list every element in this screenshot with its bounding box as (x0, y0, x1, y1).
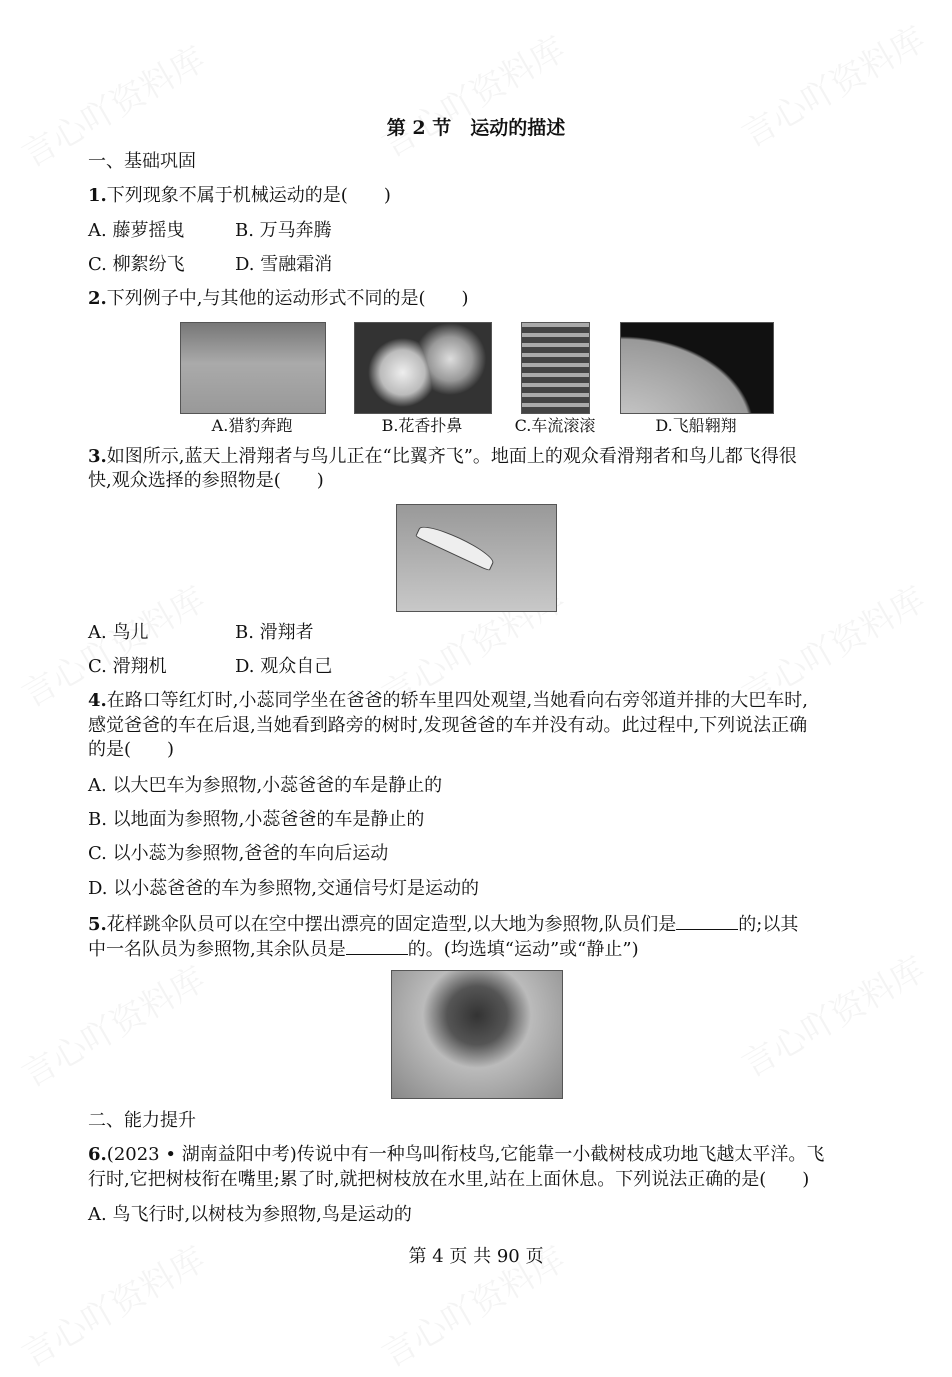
option-c: C. 以小蕊为参照物,爸爸的车向后运动 (88, 843, 389, 864)
option-c: C. 滑翔机 (88, 656, 167, 677)
watermark (731, 942, 932, 1086)
option-a: A. 鸟飞行时,以树枝为参照物,鸟是运动的 (88, 1204, 412, 1225)
option-c: C. 柳絮纷飞 (88, 254, 185, 275)
question-text: 的;以其 (738, 914, 799, 935)
option-b: B. 以地面为参照物,小蕊爸爸的车是静止的 (88, 809, 425, 830)
question-text: 如图所示,蓝天上滑翔者与鸟儿正在“比翼齐飞”。地面上的观众看滑翔者和鸟儿都飞得很 (106, 446, 797, 467)
option-a: A. 鸟儿 (88, 622, 149, 643)
question-text: 快,观众选择的参照物是( ) (88, 470, 324, 491)
question-number: 3. (88, 446, 107, 467)
traffic-image (521, 322, 590, 414)
option-d: D. 以小蕊爸爸的车为参照物,交通信号灯是运动的 (88, 878, 479, 899)
option-row (88, 621, 314, 645)
question-2 (88, 287, 469, 311)
section-heading: 一、基础巩固 (88, 151, 196, 172)
option-a: A. 藤萝摇曳 (88, 220, 185, 241)
question-number: 6. (88, 1144, 107, 1165)
question-text: 行时,它把树枝衔在嘴里;累了时,就把树枝放在水里,站在上面休息。下列说法正确的是( ) (88, 1169, 810, 1190)
question-6 (88, 1143, 824, 1167)
image-caption: B.花香扑鼻 (381, 416, 463, 435)
question-5-line2 (88, 936, 639, 962)
option-row (88, 219, 332, 243)
question-text: 感觉爸爸的车在后退,当她看到路旁的树时,发现爸爸的车并没有动。此过程中,下列说法正确 (88, 715, 808, 736)
question-3 (88, 445, 797, 469)
question-text: (2023 • 湖南益阳中考)传说中有一种鸟叫衔枝鸟,它能靠一小截树枝成功地飞越太平洋。飞 (106, 1144, 825, 1165)
roses-image (354, 322, 492, 414)
question-5 (88, 911, 798, 937)
question-text: 在路口等红灯时,小蕊同学坐在爸爸的轿车里四处观望,当她看向右旁邻道并排的大巴车时, (106, 690, 808, 711)
question-text: 的是( ) (88, 739, 175, 760)
question-number: 4. (88, 690, 107, 711)
glider-shape (415, 521, 497, 572)
option-d: D. 雪融霜消 (235, 254, 333, 275)
answer-blank[interactable] (346, 936, 408, 955)
answer-blank[interactable] (676, 911, 738, 930)
question-text: 下列现象不属于机械运动的是( ) (106, 185, 391, 206)
skydivers-image (391, 970, 563, 1099)
question-text: 中一名队员为参照物,其余队员是 (88, 939, 346, 960)
watermark (371, 22, 572, 166)
page-title: 第 2 节 运动的描述 (386, 117, 566, 139)
question-1 (88, 184, 391, 208)
page-footer: 第 4 页 共 90 页 (408, 1246, 544, 1267)
image-caption: D.飞船翱翔 (655, 416, 737, 435)
option-row (88, 253, 333, 277)
image-caption: C.车流滚滚 (514, 416, 596, 435)
image-caption: A.猎豹奔跑 (211, 416, 293, 435)
section-heading: 二、能力提升 (88, 1110, 196, 1131)
question-text: 的。(均选填“运动”或“静止”) (407, 939, 639, 960)
question-number: 2. (88, 288, 107, 309)
glider-birds-image (396, 504, 557, 612)
watermark (11, 952, 212, 1096)
question-number: 5. (88, 914, 107, 935)
option-d: D. 观众自己 (235, 656, 333, 677)
spaceship-image (620, 322, 774, 414)
option-b: B. 万马奔腾 (235, 220, 332, 241)
question-text: 花样跳伞队员可以在空中摆出漂亮的固定造型,以大地为参照物,队员们是 (106, 914, 677, 935)
question-number: 1. (88, 185, 107, 206)
question-text: 下列例子中,与其他的运动形式不同的是( ) (106, 288, 469, 309)
option-row (88, 655, 333, 679)
option-b: B. 滑翔者 (235, 622, 314, 643)
cheetah-image (180, 322, 326, 414)
option-a: A. 以大巴车为参照物,小蕊爸爸的车是静止的 (88, 775, 443, 796)
question-4 (88, 689, 808, 713)
